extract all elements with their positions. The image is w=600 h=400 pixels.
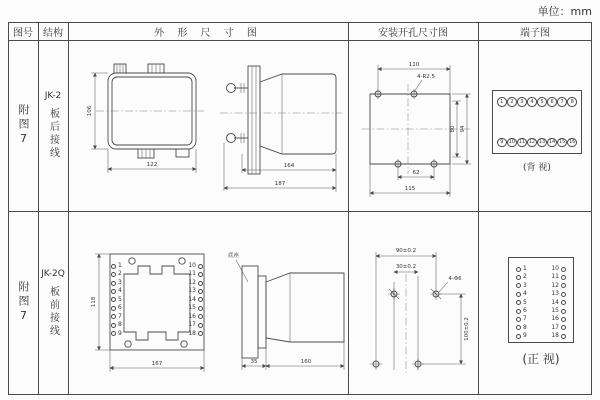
dim-front-width-row1: 122: [146, 162, 158, 168]
terminal-screw-top: [227, 83, 249, 93]
terminal-col-left: [516, 265, 527, 340]
holes-label-row2: 4-Φ6: [448, 276, 462, 282]
terminal-number: 9: [111, 330, 125, 338]
model-row2: JK-2Q: [41, 268, 65, 279]
view-caption-row2: (正 视): [522, 352, 560, 366]
terminal-number: 3: [516, 282, 527, 290]
plate-terminals-right: [187, 262, 203, 338]
header-mounting: 安装开孔尺寸图: [378, 27, 448, 39]
outline-side-view-jk2q: [214, 244, 354, 380]
outline-side-view-jk2: [208, 52, 348, 200]
wiring-row1: 板后接线: [47, 108, 59, 160]
base-label: 底座: [228, 253, 240, 259]
terminal-number: 6: [111, 304, 125, 312]
terminal-number: 18: [187, 330, 203, 338]
dim-bottom-width-row1: 115: [404, 186, 416, 192]
terminal-number: 16: [551, 315, 566, 323]
terminal-number: 3: [111, 279, 125, 287]
terminal-number: 1: [516, 265, 527, 273]
terminal-row-bottom: [497, 138, 577, 148]
terminal-number: 14: [551, 299, 566, 307]
unit-note: 单位：mm: [537, 5, 592, 18]
mounting-diagram-jk2q: [356, 232, 476, 392]
dim-inner-width-row2: 30±0.2: [395, 264, 417, 270]
dim-side-depth-row1: 164: [283, 163, 295, 169]
terminal-number: 2: [516, 273, 527, 281]
terminal-number: 5: [111, 296, 125, 304]
dim-inner-height-row1: 80: [450, 125, 456, 133]
outline-front-view-jk2: [78, 52, 208, 192]
terminal-number: 7: [557, 97, 567, 107]
terminal-number: 5: [537, 97, 547, 107]
dim-height-row2: 100±0.2: [464, 317, 470, 341]
header-terminal: 端子图: [520, 27, 550, 39]
terminal-number: 12: [187, 279, 203, 287]
terminal-number: 3: [517, 97, 527, 107]
wiring-row2: 板前接线: [47, 285, 59, 338]
terminal-number: 18: [551, 332, 566, 340]
terminal-number: 1: [497, 97, 507, 107]
dim-front-width-row2: 167: [151, 361, 163, 367]
dim-width-row2: 90±0.2: [395, 248, 417, 254]
terminal-number: 8: [567, 97, 577, 107]
terminal-number: 7: [111, 313, 125, 321]
terminal-number: 7: [516, 315, 527, 323]
terminal-number: 8: [111, 321, 125, 329]
terminal-number: 5: [516, 299, 527, 307]
terminal-number: 14: [187, 296, 203, 304]
terminal-number: 6: [547, 97, 557, 107]
terminal-col-right: [551, 265, 566, 340]
dim-base-depth: 35: [250, 359, 258, 365]
terminal-number: 13: [187, 287, 203, 295]
terminal-number: 8: [516, 324, 527, 332]
col-divider-4: [478, 22, 479, 395]
dim-front-height-row1: 106: [87, 105, 93, 117]
terminal-number: 16: [569, 139, 576, 146]
terminal-number: 17: [551, 324, 566, 332]
plate-terminals-left: [111, 262, 125, 338]
terminal-diagram-jk2q: [508, 257, 574, 343]
terminal-number: 13: [538, 139, 546, 146]
terminal-number: 4: [527, 97, 537, 107]
structure-row1: [38, 40, 68, 211]
terminal-number: 11: [187, 270, 203, 278]
col-divider-2: [68, 22, 69, 395]
terminal-number: 15: [187, 304, 203, 312]
terminal-screw-bottom: [227, 133, 249, 143]
header-structure: 结构: [43, 27, 63, 39]
terminal-number: 9: [497, 138, 507, 148]
header-figure-no: 图号: [13, 27, 33, 39]
structure-row2: [38, 211, 68, 395]
terminal-number: 9: [516, 332, 527, 340]
view-caption-row1: (背 视): [523, 163, 551, 173]
terminal-number: 13: [551, 290, 566, 298]
terminal-number: 11: [518, 139, 526, 146]
dim-body-depth: 160: [300, 359, 312, 365]
terminal-number: 17: [187, 321, 203, 329]
terminal-diagram-jk2: [492, 90, 582, 154]
row-divider: [8, 211, 592, 212]
terminal-number: 1: [111, 262, 125, 270]
terminal-number: 6: [516, 307, 527, 315]
terminal-number: 2: [507, 97, 517, 107]
terminal-number: 14: [548, 139, 556, 146]
dim-front-height-row2: 118: [91, 296, 97, 308]
dim-top-width-row1: 110: [408, 62, 420, 68]
terminal-number: 12: [528, 139, 536, 146]
terminal-number: 12: [551, 282, 566, 290]
header-outline: 外 形 尺 寸 图: [154, 27, 262, 39]
mounting-diagram-jk2: [352, 52, 478, 202]
dim-outer-height-row1: 94: [460, 125, 466, 133]
terminal-number: 2: [111, 270, 125, 278]
dim-bottom-spacing-row1: 62: [412, 170, 420, 176]
terminal-row-top: [497, 97, 577, 107]
figure-no-row1: [8, 40, 38, 211]
figure-no-row1-label: 附图7: [17, 103, 30, 148]
holes-label-row1: 4-R2.5: [416, 74, 436, 80]
terminal-number: 15: [558, 139, 566, 146]
model-row1: JK-2: [44, 91, 62, 101]
terminal-number: 10: [187, 262, 203, 270]
terminal-number: 16: [187, 313, 203, 321]
header-divider: [8, 40, 592, 41]
figure-no-row2: [8, 211, 38, 395]
terminal-number: 4: [516, 290, 527, 298]
terminal-number: 11: [551, 273, 566, 281]
terminal-number: 15: [551, 307, 566, 315]
terminal-number: 10: [508, 139, 515, 146]
terminal-number: 10: [551, 265, 566, 273]
figure-no-row2-label: 附图7: [17, 281, 30, 325]
dim-side-total-row1: 187: [274, 181, 286, 187]
terminal-number: 4: [111, 287, 125, 295]
